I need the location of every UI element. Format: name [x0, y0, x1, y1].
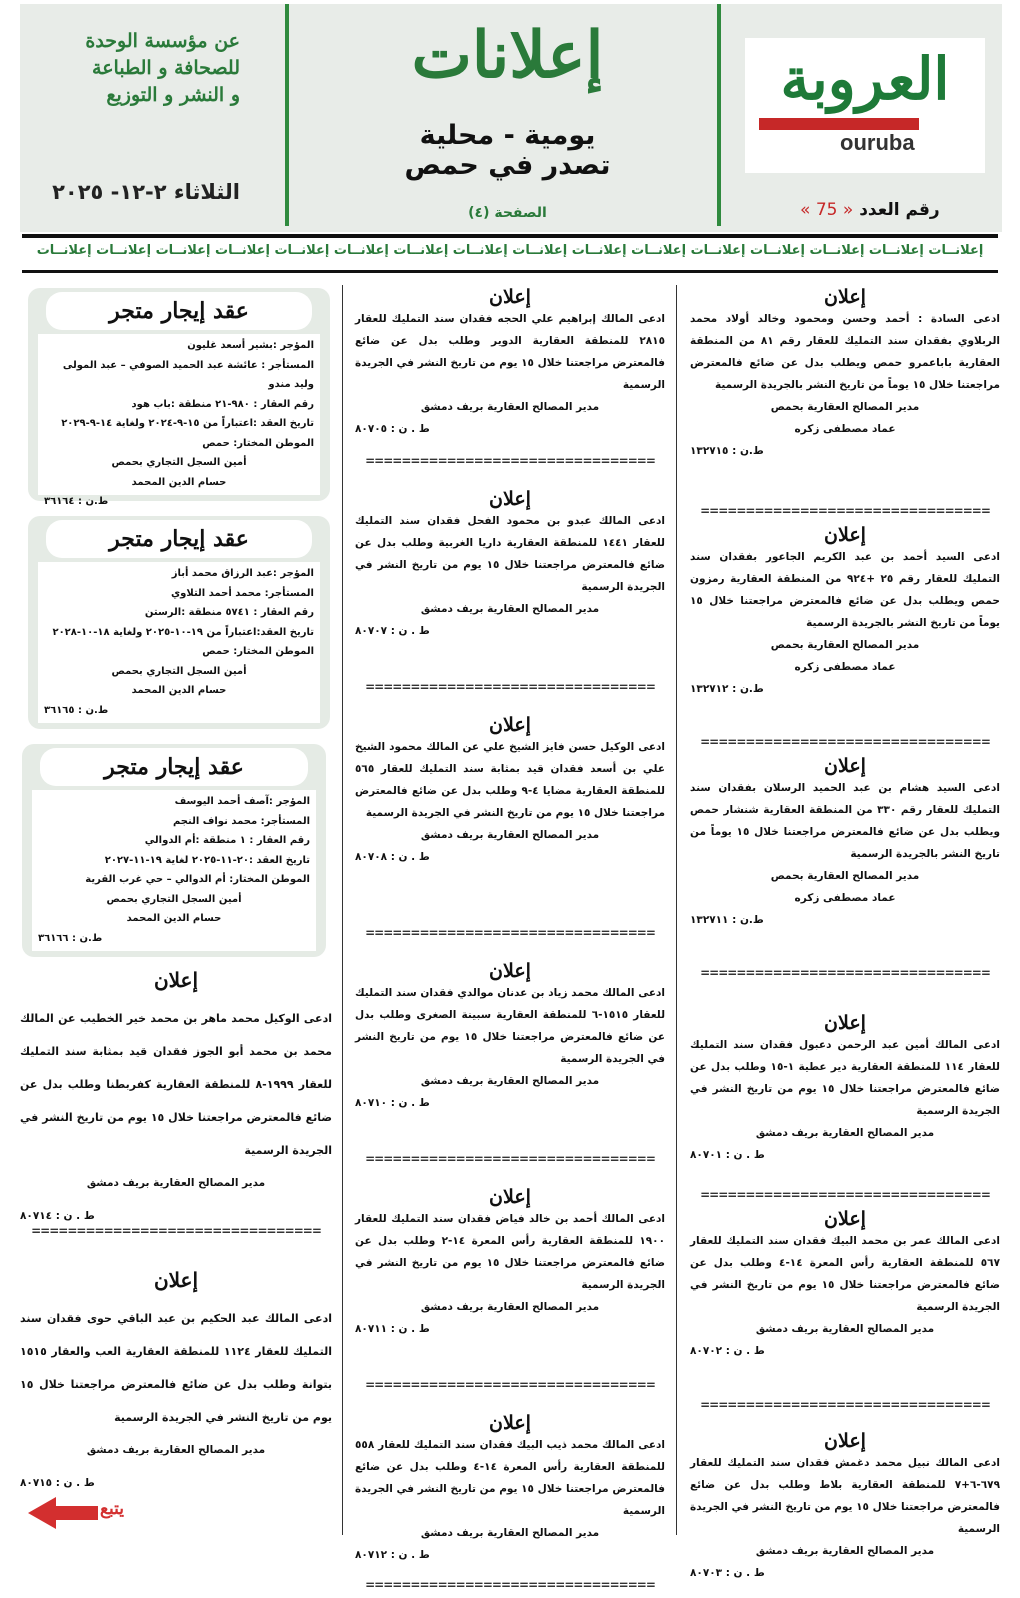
ad-body: ادعى الوكيل حسن فايز الشيخ علي عن المالك محمود الشيخ علي بن أسعد فقدان قيد بمثابة سند التمليك للعقار ٥٦٥ للمنطقة العقارية مضايا ٤-٩ وطلب بدل عن ضائع فالمعترض مراجعتنا خلال ١٥ يوم من تاريخ النشر في الجريدة الرسمية — [355, 741, 665, 819]
lease-box — [22, 744, 326, 957]
ad-signatory: عماد مصطفى زكره — [794, 423, 896, 435]
ad-signature: مدير المصالح العقارية بحمص — [770, 870, 920, 882]
ad-body: ادعى السادة : أحمد وحسن ومحمود وخالد أولاد محمد الربلاوي بفقدان سند التمليك للعقار رقم ٨١ من المنطقة العقارية باباعمرو حمص ويطلب بدل عن ضائع فالمعترض مراجعتنا خلال ١٥ يوماً من تاريخ النشر بالجريدة الرسمية — [690, 313, 1000, 391]
separator: ================================ — [365, 1378, 655, 1392]
lease-title: عقد إيجار متجر — [40, 748, 308, 786]
ad-body: ادعى المالك محمد زياد بن عدنان موالدي فقدان سند التمليك للعقار ١٥١٥-٦ للمنطقة العقارية سبينة الصغرى وطلب بدل عن ضائع فالمعترض مراجعتنا خلال ١٥ يوم من تاريخ النشر في الجريدة الرسمية — [355, 987, 666, 1065]
ad-code: ط . ن : ٨٠٧٠٢ — [690, 1345, 765, 1357]
logo-arabic: العروبة — [780, 45, 950, 113]
issue-number — [800, 200, 940, 220]
ad — [690, 286, 1000, 498]
ad-body: ادعى المالك محمد ذيب البيك فقدان سند التمليك للعقار ٥٥٨ للمنطقة العقارية رأس المعرة ١٤-٤ وطلب بدل عن ضائع فالمعترض مراجعتنا خلال ١٥ يوم من تاريخ النشر في الجريدة الرسمية — [355, 1439, 665, 1517]
ad-title: إعلان — [489, 1186, 531, 1208]
lease-line: الموطن المختار: حمص — [202, 646, 314, 657]
ad — [355, 474, 665, 674]
separator: ================================ — [31, 1224, 321, 1238]
ad-code: ط . ن : ٨٠٧٠٥ — [355, 423, 430, 435]
page-number: الصفحة (٤) — [468, 205, 547, 221]
lease-line: الموطن المختار: حمص — [202, 437, 314, 449]
ad-body: ادعى المالك نبيل محمد دغمش فقدان سند التمليك للعقار ٦٧٩-٦+٧ للمنطقة العقارية بلاط وطلب بدل عن ضائع فالمعترض مراجعتنا خلال ١٥ يوم من تاريخ النشر في الجريدة الرسمية — [690, 1457, 1000, 1535]
lease-line: تاريخ العقد :اعتباراً من ١٥-٩-٢٠٢٤ ولغاية ١٤-٩-٢٠٢٩ — [61, 418, 314, 429]
separator: ================================ — [700, 1188, 990, 1202]
ad-code: ط.ن : ١٣٢٧١٥ — [690, 445, 764, 457]
ad-signature: مدير المصالح العقارية بريف دمشق — [420, 829, 600, 841]
lease-signatory: حسام الدين المحمد — [126, 913, 222, 924]
ad-signatory: عماد مصطفى زكره — [794, 661, 896, 673]
ad-code: ط.ن : ١٣٢٧١١ — [690, 914, 764, 926]
ad-body: ادعى السيد أحمد بن عبد الكريم الجاعور بفقدان سند التمليك للعقار رقم ٢٥ +٩٢٤ من المنطقة العقارية رمزون حمص ويطلب بدل عن ضائع فالمعترض مراجعتنا خلال ١٥ يوماً من تاريخ النشر بالجريدة الرسمية — [690, 551, 1000, 629]
top-rule — [22, 234, 998, 238]
ad-code: ط . ن : ٨٠٧١٥ — [20, 1477, 95, 1489]
lease-code: ط.ن : ٣٦١٦٦ — [38, 932, 103, 944]
publisher-line: عن مؤسسة الوحدة — [85, 30, 240, 52]
ad-title: إعلان — [824, 524, 866, 546]
ad — [355, 946, 665, 1146]
issue-label: رقم العدد — [859, 200, 940, 220]
ad-signature: مدير المصالح العقارية بريف دمشق — [755, 1127, 935, 1139]
publisher-line: للصحافة و الطباعة — [92, 57, 240, 79]
ad-title: إعلان — [489, 286, 531, 308]
arrow-left-icon[interactable] — [28, 1495, 148, 1531]
ad-signature: مدير المصالح العقارية بحمص — [770, 639, 920, 651]
lease-line: المستأجر : عائشة عبد الحميد الصوفي – عبد المولى وليد مندو — [62, 359, 314, 390]
ad-title: إعلان — [489, 488, 531, 510]
ad-title: إعلان — [824, 755, 866, 777]
lease-signature: أمين السجل التجاري بحمص — [106, 893, 242, 905]
lease-line: الموطن المختار: أم الدوالي – حي غرب القرية — [85, 874, 310, 885]
ad-code: ط . ن : ٨٠٧١١ — [355, 1323, 430, 1335]
lease-signatory: حسام الدين المحمد — [131, 476, 227, 488]
subtitle-city: تصدر في حمص — [404, 150, 611, 181]
ad-body: ادعى المالك عبدو بن محمود الفحل فقدان سند التمليك للعقار ١٤٤١ للمنطقة العقارية داريا الغربية وطلب بدل عن ضائع فالمعترض مراجعتنا خلال ١٥ يوم من تاريخ النشر في الجريدة الرسمية — [355, 515, 665, 593]
lease-line: رقم العقار : ١ منطقة :أم الدوالي — [144, 835, 310, 846]
ad-signature: مدير المصالح العقارية بريف دمشق — [86, 1444, 266, 1456]
separator: ================================ — [365, 454, 655, 468]
ad-body: ادعى المالك أحمد بن خالد فياض فقدان سند التمليك للعقار ١٩٠٠ للمنطقة العقارية رأس المعرة ١٤-٢ وطلب بدل عن ضائع فالمعترض مراجعتنا خلال ١٥ يوم من تاريخ النشر في الجريدة الرسمية — [355, 1213, 665, 1291]
ad-code: ط . ن : ٨٠٧٠٧ — [355, 625, 430, 637]
ad-signatory: عماد مصطفى زكره — [794, 892, 896, 904]
ad — [20, 968, 332, 1222]
ad-signature: مدير المصالح العقارية بريف دمشق — [86, 1177, 266, 1189]
ad-code: ط . ن : ٨٠٧١٠ — [355, 1097, 430, 1109]
strip-rule — [22, 270, 998, 273]
ad-title: إعلان — [153, 1268, 199, 1292]
lease-body — [38, 334, 320, 507]
lease-signature: أمين السجل التجاري بحمص — [111, 665, 247, 677]
lease-line: تاريخ العقد :٢٠-١١-٢٠٢٥ لغاية ١٩-١١-٢٠٢٧ — [104, 854, 310, 866]
ad-signature: مدير المصالح العقارية بريف دمشق — [420, 401, 600, 413]
lease-line: رقم العقار : ٥٧٤١ منطقة :الرستن — [144, 607, 314, 618]
separator: ================================ — [700, 966, 990, 980]
separator: ================================ — [700, 504, 990, 518]
ad-body: ادعى السيد هشام بن عبد الحميد الرسلان بفقدان سند التمليك للعقار رقم ٣٣٠ من المنطقة العقارية شنشار حمص ويطلب بدل عن ضائع فالمعترض مراجعتنا خلال ١٥ يوماً من تاريخ النشر بالجريدة الرسمية — [690, 782, 1000, 860]
lease-body — [38, 562, 320, 723]
lease-line: المؤجر :عبد الرزاق محمد أباز — [171, 568, 314, 579]
separator: ================================ — [365, 1152, 655, 1166]
lease-line: المستأجر: محمد أحمد التلاوي — [170, 587, 314, 599]
logo-flag-bar — [759, 118, 919, 130]
lease-signatory: حسام الدين المحمد — [131, 685, 227, 696]
ad-title: إعلان — [489, 1412, 531, 1434]
ad-title: إعلان — [824, 1430, 866, 1452]
ad — [20, 1244, 332, 1500]
lease-title: عقد إيجار متجر — [46, 520, 312, 558]
ad-title: إعلان — [824, 286, 866, 308]
lease-box — [28, 288, 330, 507]
lease-code: ط.ن : ٣٦١٦٤ — [44, 496, 109, 507]
lease-code: ط.ن : ٣٦١٦٥ — [44, 704, 109, 716]
column-right — [690, 286, 1000, 1580]
masthead-divider — [717, 4, 721, 226]
ad — [690, 1418, 1000, 1580]
ad-signature: مدير المصالح العقارية بريف دمشق — [420, 1527, 600, 1539]
ad — [690, 524, 1000, 729]
column-middle — [355, 286, 665, 1598]
logo-latin: ouruba — [840, 130, 915, 155]
ad — [355, 700, 665, 920]
publisher-line: و النشر و التوزيع — [106, 84, 240, 106]
subtitle-frequency: يومية - محلية — [419, 120, 596, 151]
column-divider — [676, 285, 677, 1535]
ad-title: إعلان — [489, 714, 531, 736]
ad-code: ط . ن : ٨٠٧١٤ — [20, 1210, 95, 1222]
newspaper-logo — [745, 38, 985, 173]
page-title: إعلانات — [411, 18, 604, 93]
lease-line: المستأجر: محمد نواف النجم — [172, 815, 310, 827]
lease-line: تاريخ العقد:اعتباراً من ١٩-١٠-٢٠٢٥ ولغاية ١٨-١٠-٢٠٢٨ — [52, 626, 314, 638]
ad-body: ادعى المالك عبد الحكيم بن عبد الباقي حوى فقدان سند التمليك للعقار ١١٢٤ للمنطقة العقارية العب والعقار ١٥١٥ بتوانة وطلب بدل عن ضائع فالمعترض مراجعتنا خلال ١٥ يوم من تاريخ النشر في الجريدة الرسمية — [20, 1312, 333, 1424]
ad-signature: مدير المصالح العقارية بريف دمشق — [755, 1545, 935, 1557]
ad-code: ط . ن : ٨٠٧٠١ — [690, 1149, 765, 1161]
ad-signature: مدير المصالح العقارية بريف دمشق — [420, 1301, 600, 1313]
arrow-shape — [28, 1497, 98, 1529]
ad-signature: مدير المصالح العقارية بحمص — [770, 401, 920, 413]
ad — [690, 755, 1000, 960]
lease-line: المؤجر :آصف أحمد اليوسف — [174, 796, 310, 807]
ad — [690, 1208, 1000, 1392]
ad — [690, 986, 1000, 1182]
ad-signature: مدير المصالح العقارية بريف دمشق — [420, 603, 600, 615]
ad-code: ط . ن : ٨٠٧٠٨ — [355, 851, 430, 863]
column-left-ads — [20, 968, 332, 1500]
ad-signature: مدير المصالح العقارية بريف دمشق — [420, 1075, 600, 1087]
continue-label: يتبع — [100, 1499, 125, 1519]
ad-title: إعلان — [153, 968, 199, 992]
issue-value: « 75 » — [800, 200, 854, 220]
ad-code: ط . ن : ٨٠٧١٢ — [355, 1549, 430, 1561]
separator: ================================ — [365, 926, 655, 940]
ad — [355, 1172, 665, 1372]
ads-strip: إعلانــات إعلانــات إعلانــات إعلانــات إعلانــات إعلانــات إعلانــات إعلانــات إعلانــات إعلانــات إعلانــات إعلانــات إعلانــات إعلانــات إعلانــات إعلانــات — [36, 243, 984, 258]
ad-title: إعلان — [824, 1012, 866, 1034]
publisher-info — [30, 28, 240, 109]
lease-line: رقم العقار : ٩٨٠-٢١ منطقة :باب هود — [131, 398, 314, 410]
lease-body — [32, 790, 316, 951]
lease-title: عقد إيجار متجر — [46, 292, 312, 330]
ad-body: ادعى المالك إبراهيم علي الحجه فقدان سند التمليك للعقار ٢٨١٥ للمنطقة العقارية الدوير وطلب بدل عن ضائع فالمعترض مراجعتنا خلال ١٥ يوم من تاريخ النشر في الجريدة الرسمية — [355, 313, 665, 391]
ad-body: ادعى الوكيل محمد ماهر بن محمد خير الخطيب عن المالك محمد بن محمد أبو الجوز فقدان قيد بمثابة سند التمليك للعقار ١٩٩٩-٨ للمنطقة العقارية كفربطنا وطلب بدل عن ضائع فالمعترض مراجعتنا خلال ١٥ يوم من تاريخ النشر في الجريدة الرسمية — [20, 1012, 332, 1157]
lease-line: المؤجر :بشير أسعد غليون — [187, 340, 314, 351]
column-divider — [342, 285, 343, 1535]
ad — [355, 1398, 665, 1572]
lease-signature: أمين السجل التجاري بحمص — [111, 457, 247, 468]
ad-code: ط . ن : ٨٠٧٠٣ — [690, 1567, 765, 1579]
separator: ================================ — [700, 735, 990, 749]
separator: ================================ — [700, 1398, 990, 1412]
ad-body: ادعى المالك عمر بن محمد البيك فقدان سند التمليك للعقار ٥٦٧ للمنطقة العقارية رأس المعرة ١٤-٤ وطلب بدل عن ضائع فالمعترض مراجعتنا خلال ١٥ يوم من تاريخ النشر في الجريدة الرسمية — [690, 1235, 1000, 1313]
lease-box — [28, 516, 330, 729]
separator: ================================ — [365, 1578, 655, 1592]
ad — [355, 286, 665, 448]
ad-title: إعلان — [489, 960, 531, 982]
ad-code: ط.ن : ١٣٢٧١٢ — [690, 683, 764, 695]
separator: ================================ — [365, 680, 655, 694]
ad-body: ادعى المالك أمين عبد الرحمن دعبول فقدان سند التمليك للعقار ١١٤ للمنطقة العقارية دير عطية ١-١٥ وطلب بدل عن ضائع فالمعترض مراجعتنا خلال ١٥ يوم من تاريخ النشر في الجريدة الرسمية — [690, 1039, 1000, 1117]
masthead-divider — [285, 4, 289, 226]
issue-date: الثلاثاء ٢-١٢- ٢٠٢٥ — [52, 180, 240, 204]
ad-title: إعلان — [824, 1208, 866, 1230]
ad-signature: مدير المصالح العقارية بريف دمشق — [755, 1323, 935, 1335]
